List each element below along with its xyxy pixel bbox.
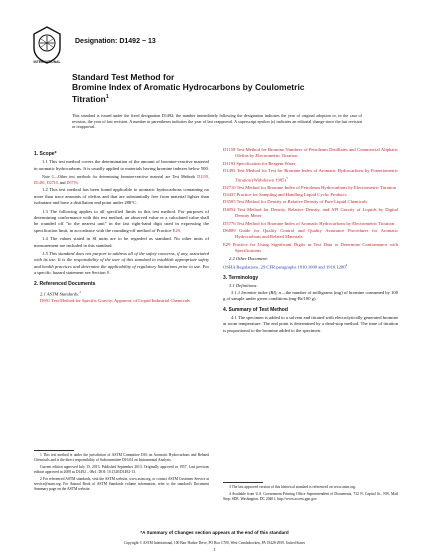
ref-d6809[interactable]: D6809 Guide for Quality Control and Quality Assurance Procedures for Aromatic Hydrocarbons and Related Materials [223,228,398,240]
issuance-note: This standard is issued under the fixed designation D1492; the number immediately following the designation indicates the year of original adoption or, in the case of revision, the year of last revision. A number in parentheses indicates the year of last reapproval. A superscript epsilon (ε) indicates an editorial change since the last revision or reapproval. [72,113,362,130]
para-1-4: 1.4 The values stated in SI units are to be regarded as standard. No other units of measurement are included in this standard. [34,236,209,248]
ref-d1491[interactable] [223,168,398,183]
footnote-divider-right [223,482,263,483]
para-1-3-end: . [179,227,182,233]
footnotes-right [223,485,398,504]
ref-osha[interactable] [223,262,398,271]
term-bromine-index: 3.1.1 bromine index (BI), n [231,289,281,295]
ref-d5776[interactable]: D5776 Test Method for Bromine Index of Aromatic Hydrocarbons by Electrometric Titration [223,220,395,226]
definitions-subhead: 3.1 Definitions: [229,283,258,289]
title-line-1: Standard Test Method for [72,72,175,82]
section-terminology-heading: 3. Terminology [223,274,259,281]
title-line-2: Bromine Index of Aromatic Hydrocarbons by Coulometric [72,82,305,92]
para-1-1: 1.1 This test method covers the determination of the amount of bromine-reactive material in aromatic hydrocarbons. It is usually applied to materials having bromine indexes below 500. [34,159,209,171]
astm-standards-label: 2.1 ASTM Standards: [40,291,80,297]
para-1-5-safety: 1.5 This standard does not purport to address all of the safety concerns, if any, associated with its use. It is the responsibility of the user of this standard to establish appropriate safety and health practices and determine the applicability of regulatory limitations prior to use. [34,251,209,269]
ref-d691[interactable]: D691 Test Method for Specific Gravity, Apparent, of Liquid Industrial Chemicals [40,298,190,304]
title-line-3-text: Titration [72,93,106,104]
ref-d3505[interactable]: D3505 Test Method for Density or Relative Density of Pure Liquid Chemicals [223,199,367,205]
other-document-subhead: 2.2 Other Document: [229,255,269,261]
para-4-1: 4.1 The specimen is added to a solvent and titrated with electrolytically generated bromine at room temperature. The end point is determined by a dead-stop method. The time of titration is proportional to the bromine added to the specimen. [223,315,398,333]
right-column [223,147,398,336]
section-referenced-documents-heading: 2. Referenced Documents [34,280,96,287]
astm-logo-icon [32,26,62,64]
para-1-2: 1.2 This test method has been found applicable to aromatic hydrocarbons containing no more than trace amounts of olefins and that are substantially free from material lighter than isobutane and have a distillation end point under 288°C. [34,187,209,206]
summary-of-changes-note: *A Summary of Changes section appears at the end of this standard [140,530,289,535]
para-1-5-hazard: For a specific hazard statement see Section [34,263,209,276]
section-scope-heading: 1. Scope* [34,151,57,157]
section-summary-heading: 4. Summary of Test Method [223,306,288,313]
ref-d1193[interactable]: D1193 Specification for Reagent Water [223,160,296,166]
ref-d1491-text[interactable]: D1491 Test Method for Test for Bromine Index of Aromatic Hydrocarbons by Potentiometric Titration (Withdrawn 1985) [223,168,398,183]
note-1-end: . [77,179,79,185]
copyright-line: Copyright © ASTM International, 100 Barr Harbor Drive, PO Box C700, West Conshohocken, PA 19428-2959. United States [123,541,306,545]
title-footnote-mark: 1 [105,94,109,100]
para-1-3 [34,209,209,235]
link-e29[interactable]: E29 [172,227,180,233]
ref-d1491-footnote: 3 [285,175,288,180]
para-1-5 [34,251,209,277]
ref-e29[interactable]: E29 Practice for Using Significant Digits in Test Data to Determine Conformance with Specifications [223,241,398,254]
astm-standards-subhead [34,289,209,298]
para-1-5-end: . [109,270,111,276]
footnote-2: 2 For referenced ASTM standards, visit the ASTM website, www.astm.org, or contact ASTM Customer Service at service@astm.org. For Annual Book of ASTM Standards volume information, refer to the standard's Document Summary page on the ASTM website. [34,477,209,491]
note-1-link-d5776[interactable]: D5776 [66,179,78,185]
note-1 [34,174,209,185]
para-3-1-1 [223,290,398,303]
para-1-3-text: 1.3 The following applies to all specified limits in this test method. For purposes of determining conformance with this test method, an observed value or a calculated value shall be rounded off "to the nearest unit" in the last right-hand digit used in expressing the specification limit, in accordance with the rounding-off method of Practice [34,208,209,233]
link-section-8[interactable]: 8 [106,270,109,276]
ref-osha-footnote: 4 [345,263,347,268]
left-column [34,147,209,305]
footnote-1b: Current edition approved July 15, 2013. Published September 2013. Originally approved in 1957. Last previous edition approved in 2008 as D1492 – 08ε1. DOI: 10.1520/D1492-13. [34,465,209,474]
term-bromine-index-def: —the number of milligrams (mg) of bromine consumed by 100 g of sample under given conditions (mg-Br/100 g). [223,289,399,302]
ref-d4052[interactable]: D4052 Test Method for Density, Relative Density, and API Gravity of Liquids by Digital Density Meter [223,206,398,219]
footnotes-left [34,453,209,494]
footnote-3: 3 The last approved version of this historical standard is referenced on www.astm.org. [229,485,356,489]
document-title [72,72,372,104]
ref-osha-text[interactable]: OSHA Regulations, 29 CFR paragraphs 1910.1000 and 1910.1200 [223,264,346,270]
ref-d2710[interactable]: D2710 Test Method for Bromine Index of Petroleum Hydrocarbons by Electrometric Titration [223,184,396,190]
astm-standards-footnote: 2 [79,290,81,295]
note-1-links[interactable]: D1159, D1491, D2710, [34,174,209,185]
ref-d3437[interactable]: D3437 Practice for Sampling and Handling Liquid Cyclic Products [223,191,347,197]
footnote-divider-left [34,450,74,451]
ref-d1159[interactable]: D1159 Test Method for Bromine Numbers of Petroleum Distillates and Commercial Aliphatic Olefins by Electrometric Titration [223,147,398,159]
footnote-1: 1 This test method is under the jurisdiction of ASTM Committee D16 on Aromatic Hydrocarbons and Related Chemicals and is the direct responsibility of Subcommittee D16.04 on Instrumental Analysis. [34,453,209,462]
logo-wordmark: INTERNATIONAL [33,60,61,64]
note-1-text: Note 1—Other test methods for determining bromine-reactive material are Test Methods [42,174,198,180]
footnote-4: 4 Available from U.S. Government Printing Office Superintendent of Documents, 732 N. Capitol St., NW, Mail Stop: SDE, Washington, DC 20401, http://www.access.gpo.gov. [223,492,398,501]
title-line-3 [72,92,372,104]
page-number: 1 [213,547,216,552]
note-1-and: and [58,179,67,185]
designation: Designation: D1492 − 13 [75,38,156,45]
